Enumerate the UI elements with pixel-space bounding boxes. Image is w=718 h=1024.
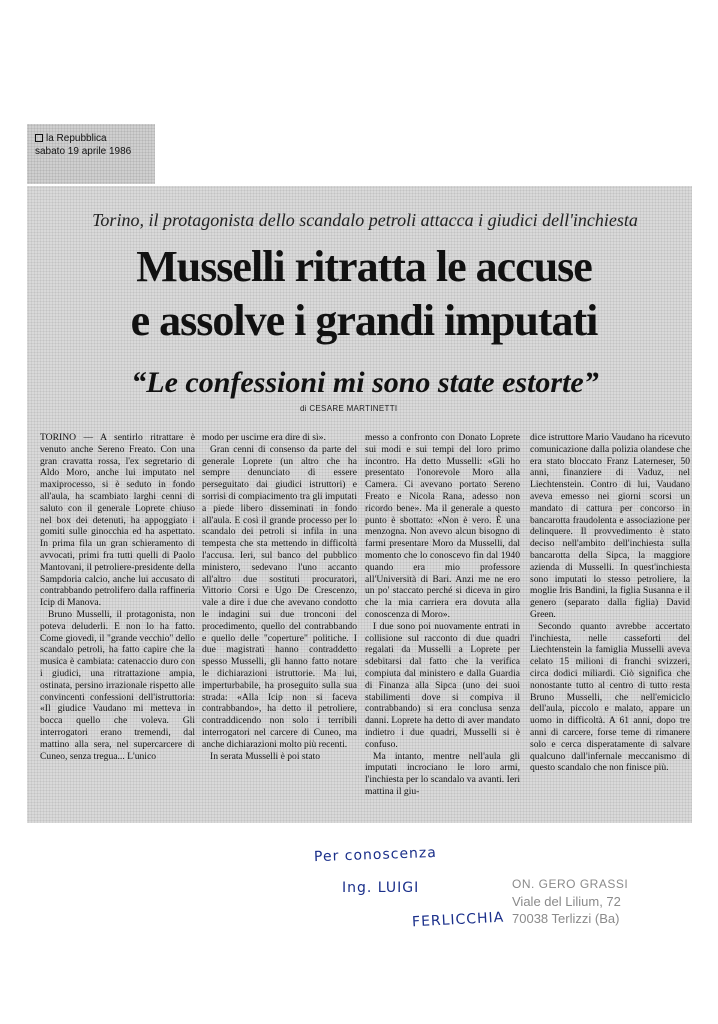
article-kicker: Torino, il protagonista dello scandalo petroli attacca i giudici dell'inchiesta [92, 210, 638, 230]
article-column-1 [40, 432, 195, 762]
paragraph: I due sono poi nuovamente entrati in collisione sul racconto di due quadri regalati da Musselli a Loprete per sdebitarsi dal fatto che la verifica compiuta dal ministero e dalla Guardia di Finanza alla Sipca (uno dei suoi stabilimenti dove si compiva il contrabbando) si era conclusa senza danni. Loprete ha detto di aver mandato indietro i due quadri, Musselli si è confuso. [365, 620, 520, 750]
article-subhead: “Le confessioni mi sono state estorte” [131, 366, 599, 399]
address-stamp [512, 876, 628, 927]
article-headline [34, 240, 694, 348]
newspaper-source [35, 132, 131, 158]
paragraph: messo a confronto con Donato Loprete sui modi e sui tempi del loro primo incontro. Ha detto Musselli: «Gli ho presentato l'onorevole Moro alla Camera. Ci avevano portato Sereno Freato e Nicola Rana, adesso non ricordo bene». Ma il generale a questo punto è sbottato: «Non è vero. È una menzogna. Non avevo alcun bisogno di farmi presentare Moro da Musselli, dal momento che lo conoscevo fin dal 1940 quando era mio professore all'Università di Bari. Anzi me ne ero un po' staccato perché si diceva in giro che la mia carriera era dovuta alla conoscenza di Moro». [365, 432, 520, 620]
newspaper-name: la Repubblica [46, 133, 107, 144]
paragraph: In serata Musselli è poi stato [210, 750, 321, 762]
newspaper-date: sabato 19 aprile 1986 [35, 146, 132, 157]
headline-line-1: Musselli ritratta le accuse [136, 242, 592, 291]
article-column-3 [365, 432, 520, 798]
stamp-name: ON. GERO GRASSI [512, 877, 629, 891]
stamp-city: 70038 Terlizzi (Ba) [512, 911, 620, 926]
paragraph: Gran cenni di consenso da parte del generale Loprete (un altro che ha sempre denunciato di essere perseguitato dai giudici istruttori) e sorrisi di compiacimento tra gli imputati a piede libero disseminati in fondo all'aula. E così il grande processo per lo scandalo dei petroli si infila in una tempesta che sta mettendo in difficoltà l'accusa. Ieri, sul banco del pubblico ministero, sedevano l'uno accanto all'altro due sostituti procuratori, Vittorio Corsi e Ugo De Crescenzo, vale a dire i due che avevano condotto le indagini sui due tronconi del procedimento, quello del contrabbando e quello delle "coperture" politiche. I due magistrati hanno contraddetto spesso Musselli, gli hanno fatto notare le dichiarazioni istruttorie. Ma lui, imperturbabile, ha proseguito sulla sua strada: «Alla Icip non si faceva contrabbando», ha detto il petroliere, contraddicendo non solo i terribili interrogatori nel carcere di Cuneo, ma anche dichiarazioni molto più recenti. [202, 443, 357, 750]
article-column-2 [202, 432, 357, 762]
headline-line-2: e assolve i grandi imputati [130, 296, 598, 345]
article-column-4 [530, 432, 690, 774]
paragraph: dice istruttore Mario Vaudano ha ricevuto comunicazione dalla polizia olandese che era stato bloccato Franz Laterneser, 50 anni, finanziere di Vaduz, nel Liechtenstein. Contro di lui, Vaudano aveva emesso nei giorni scorsi un mandato di cattura per concorso in bancarotta fraudolenta e associazione per delinquere. Il provvedimento è stato deciso nell'ambito dell'inchiesta sulla bancarotta della Sipca, la maggiore azienda di Musselli. In quest'inchiesta sono imputati lo stesso petroliere, la moglie Iris Bandini, la figlia Susanna e il genero (separato dalla figlia) David Green. [530, 432, 690, 620]
stamp-street: Viale del Lilium, 72 [512, 894, 621, 909]
article-byline: di CESARE MARTINETTI [300, 404, 398, 413]
handwritten-note-line-3: FERLICCHIA [411, 909, 505, 931]
paragraph: TORINO — A sentirlo ritrattare è venuto anche Sereno Freato. Con una gran cravatta rossa, l'ex segretario di Aldo Moro, anche lui imputato nel maxiprocesso, si è seduto in fondo all'aula, ha scambiato larghi cenni di saluto con il generale Loprete chiuso nel box dei detenuti, ha appoggiato i gomiti sulle ginocchia ed ha aspettato. In prima fila un gran schieramento di avvocati, primi fra tutti quelli di Paolo Mantovani, il petroliere-presidente della Sampdoria calcio, anche lui accusato di contrabbando petrolifero dalla raffineria Icip di Manova. [40, 432, 195, 609]
paragraph: modo per uscirne era dire di sì». [202, 432, 326, 443]
handwritten-note-line-1: Per conoscenza [313, 844, 438, 866]
paragraph: Secondo quanto avrebbe accertato l'inchiesta, nelle casseforti del Liechtenstein la famiglia Musselli aveva celato 15 milioni di franchi svizzeri, circa dodici miliardi. Ciò significa che nonostante tutto al centro di tutto resta Bruno Musselli, che nell'emiciclo dell'aula, piccolo e malato, appare un uomo in difficoltà. A 61 anni, dopo tre anni di carcere, forse teme di rimanere solo e cerca disperatamente di salvare qualcuno dall'infernale meccanismo di questo scandalo che non finisce più. [530, 620, 690, 774]
paragraph: Ma intanto, mentre nell'aula gli imputati incrociano le loro armi, l'inchiesta per lo scandalo va avanti. Ieri mattina il giu- [365, 750, 520, 797]
checkbox-square-icon [35, 134, 43, 142]
handwritten-note-line-2: Ing. LUIGI [342, 880, 420, 896]
paragraph: Bruno Musselli, il protagonista, non poteva deluderli. E non lo ha fatto. Come giovedì, il "grande vecchio" dello scandalo petroli, ha fatto capire che la musica è cambiata: catenaccio duro con i giudici, una ritrattazione ampia, ostinata, persino irrazionale rispetto alle convincenti confessioni dell'istruttoria: «Il giudice Vaudano mi metteva in bocca quello che voleva. Gli interrogatori erano tremendi, dal mattino alla sera, nel supercarcere di Cuneo, senza tregua... L'unico [40, 608, 195, 762]
